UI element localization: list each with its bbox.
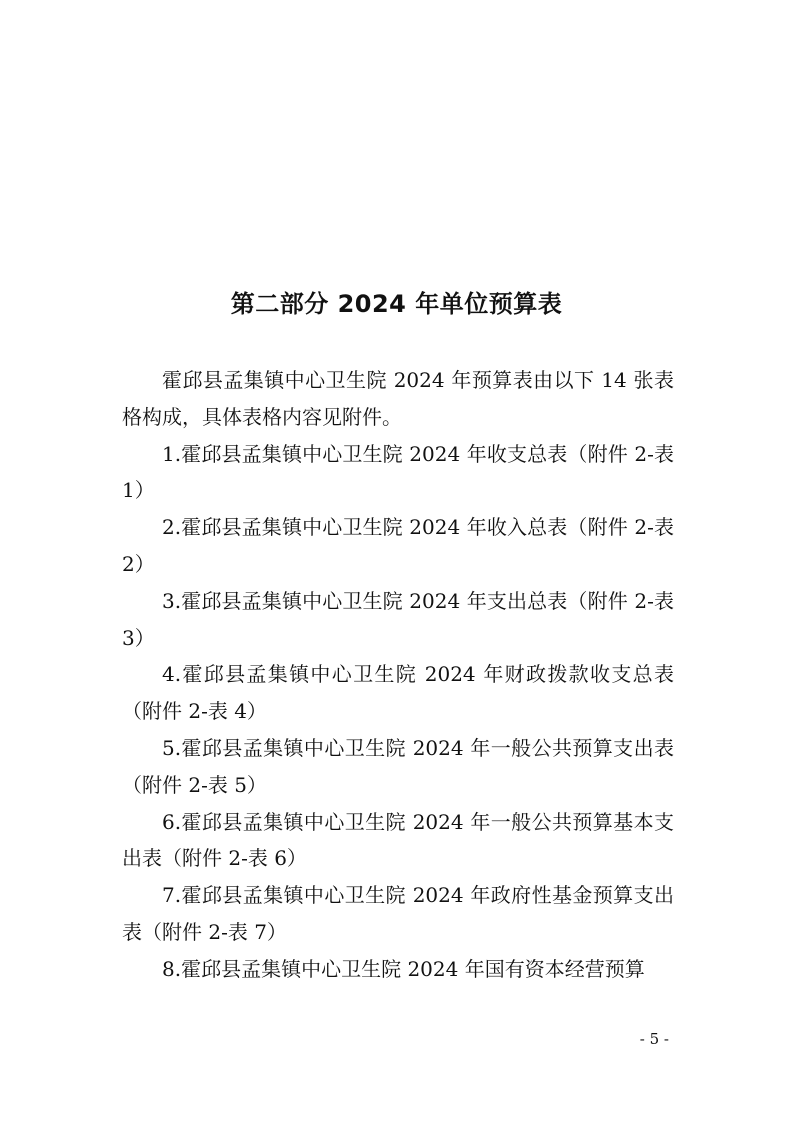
page-title: 第二部分 2024 年单位预算表 <box>230 290 563 318</box>
list-item: 8.霍邱县孟集镇中心卫生院 2024 年国有资本经营预算 <box>162 956 645 981</box>
intro-paragraph: 霍邱县孟集镇中心卫生院 2024 年预算表由以下 14 张表格构成，具体表格内容见附件。 <box>122 368 674 429</box>
list-item: 3.霍邱县孟集镇中心卫生院 2024 年支出总表（附件 2-表 3） <box>122 588 674 650</box>
page-number: - 5 - <box>639 1030 669 1048</box>
list-item: 2.霍邱县孟集镇中心卫生院 2024 年收入总表（附件 2-表 2） <box>122 515 674 576</box>
list-item: 5.霍邱县孟集镇中心卫生院 2024 年一般公共预算支出表（附件 2-表 5） <box>122 735 674 797</box>
list-item: 1.霍邱县孟集镇中心卫生院 2024 年收支总表（附件 2-表 1） <box>122 441 674 503</box>
list-item: 4.霍邱县孟集镇中心卫生院 2024 年财政拨款收支总表（附件 2-表 4） <box>122 662 674 724</box>
list-item: 6.霍邱县孟集镇中心卫生院 2024 年一般公共预算基本支出表（附件 2-表 6） <box>122 809 674 871</box>
list-item: 7.霍邱县孟集镇中心卫生院 2024 年政府性基金预算支出表（附件 2-表 7） <box>122 883 674 944</box>
document-body <box>122 362 674 988</box>
